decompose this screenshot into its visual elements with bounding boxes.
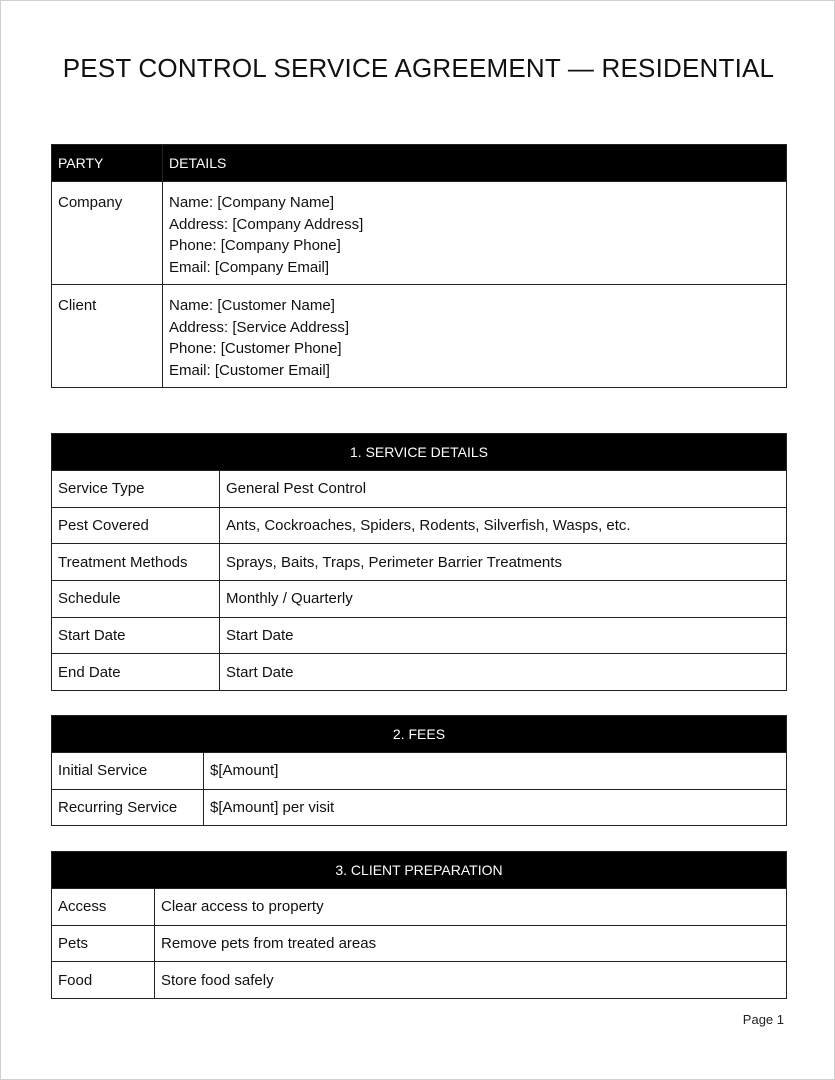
page-number: Page 1: [742, 1012, 784, 1027]
row-value: $[Amount] per visit: [204, 789, 787, 826]
party-row-company: [52, 182, 787, 285]
detail-line: Address: [Company Address]: [169, 215, 364, 233]
section-heading: 1. SERVICE DETAILS: [52, 434, 787, 471]
row-value: General Pest Control: [220, 471, 787, 508]
detail-line: Name: [Customer Name]: [169, 297, 335, 314]
party-row-client: [52, 285, 787, 388]
table-row: [52, 471, 787, 508]
fees-table: [51, 715, 787, 826]
details-column-header: DETAILS: [163, 145, 787, 182]
row-label: Initial Service: [52, 753, 204, 790]
party-details: [163, 182, 787, 285]
party-label: Client: [52, 285, 163, 388]
row-label: Treatment Methods: [52, 544, 220, 581]
table-row: [52, 544, 787, 581]
row-value: Ants, Cockroaches, Spiders, Rodents, Silverfish, Wasps, etc.: [220, 507, 787, 544]
row-value: Start Date: [220, 617, 787, 654]
row-value: Clear access to property: [155, 889, 787, 926]
row-label: Pest Covered: [52, 507, 220, 544]
table-row: [52, 962, 787, 999]
table-row: [52, 507, 787, 544]
row-label: Pets: [52, 925, 155, 962]
row-label: Food: [52, 962, 155, 999]
row-value: Monthly / Quarterly: [220, 581, 787, 618]
section-header: [52, 852, 787, 889]
row-value: Remove pets from treated areas: [155, 925, 787, 962]
section-header: [52, 434, 787, 471]
row-label: End Date: [52, 654, 220, 691]
section-header: [52, 716, 787, 753]
row-label: Access: [52, 889, 155, 926]
party-label: Company: [52, 182, 163, 285]
service-details-table: [51, 433, 787, 691]
detail-line: Email: [Company Email]: [169, 258, 330, 276]
client-preparation-table: [51, 851, 787, 999]
row-value: Store food safely: [155, 962, 787, 999]
detail-line: Phone: [Customer Phone]: [169, 340, 342, 357]
detail-line: Address: [Service Address]: [169, 318, 350, 336]
table-row: [52, 789, 787, 826]
section-heading: 3. CLIENT PREPARATION: [52, 852, 787, 889]
table-row: [52, 617, 787, 654]
table-row: [52, 654, 787, 691]
section-heading: 2. FEES: [52, 716, 787, 753]
party-details: [163, 285, 787, 388]
row-label: Schedule: [52, 581, 220, 618]
table-row: [52, 889, 787, 926]
row-label: Start Date: [52, 617, 220, 654]
row-label: Service Type: [52, 471, 220, 508]
row-value: Start Date: [220, 654, 787, 691]
detail-line: Email: [Customer Email]: [169, 361, 330, 379]
detail-line: Name: [Company Name]: [169, 194, 335, 211]
party-table-header: [52, 145, 787, 182]
table-row: [52, 925, 787, 962]
table-row: [52, 753, 787, 790]
row-value: $[Amount]: [204, 753, 787, 790]
document-title: PEST CONTROL SERVICE AGREEMENT — RESIDENTIAL: [62, 53, 775, 83]
party-column-header: PARTY: [52, 145, 163, 182]
party-table: [51, 144, 787, 388]
detail-line: Phone: [Company Phone]: [169, 237, 341, 254]
row-label: Recurring Service: [52, 789, 204, 826]
table-row: [52, 581, 787, 618]
row-value: Sprays, Baits, Traps, Perimeter Barrier Treatments: [220, 544, 787, 581]
